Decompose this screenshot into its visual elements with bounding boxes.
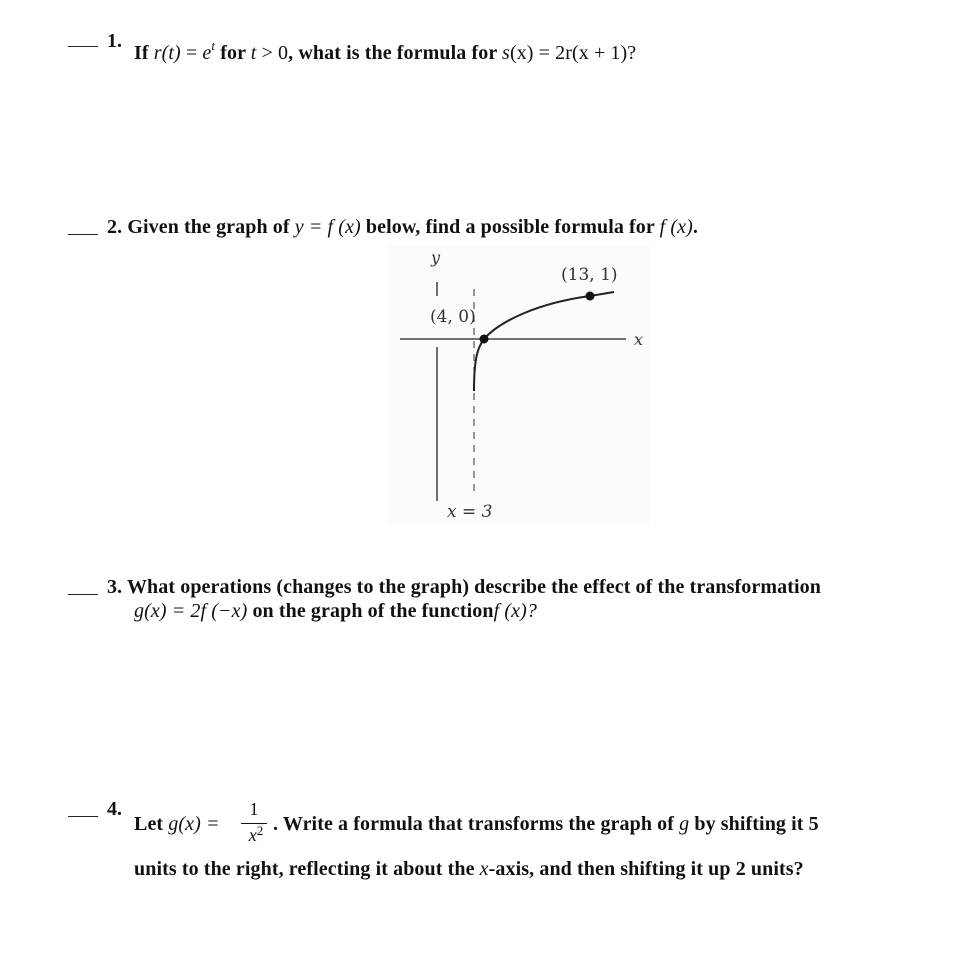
q4-den-x: x xyxy=(248,825,257,845)
q4-g-of-x: g(x) = xyxy=(168,813,220,835)
q1-r-of-t: r(t) xyxy=(153,42,181,64)
question-1-number: 1. xyxy=(107,30,122,52)
q2-below: below, find a possible formula for xyxy=(360,216,660,238)
answer-blank-1[interactable] xyxy=(68,46,98,47)
q4-rest1: . Write a formula that transforms the graph of xyxy=(273,813,680,835)
q1-exponent: t xyxy=(211,38,216,53)
answer-blank-3[interactable] xyxy=(68,594,98,595)
q1-t: t xyxy=(250,42,257,64)
q4-den-exp: 2 xyxy=(256,823,264,838)
graph-svg xyxy=(388,245,650,525)
q4-line2-x: x xyxy=(479,858,489,880)
q4-fraction-denominator xyxy=(243,823,269,846)
answer-blank-4[interactable] xyxy=(68,816,98,817)
q1-rest: , what is the formula for xyxy=(288,42,503,64)
question-2-number: 2. xyxy=(107,216,123,238)
q2-f: f (x) xyxy=(659,216,693,238)
q4-fraction xyxy=(241,799,271,851)
q1-e: e xyxy=(202,42,212,64)
q2-given: Given the graph of xyxy=(127,216,295,238)
q1-if: If xyxy=(134,42,154,64)
q3-line1: What operations (changes to the graph) describe the effect of the transformation xyxy=(126,576,821,598)
q4-line2-a: units to the right, reflecting it about the xyxy=(134,858,480,880)
question-3-number: 3. xyxy=(107,576,123,598)
answer-blank-2[interactable] xyxy=(68,234,98,235)
q4-rest2: by shifting it 5 xyxy=(689,813,819,835)
question-3-line-1 xyxy=(107,576,821,599)
q1-gt0: > 0 xyxy=(256,42,289,64)
asymptote-label: x = 3 xyxy=(447,502,493,522)
q4-g-var: g xyxy=(679,813,690,835)
q4-let: Let xyxy=(134,813,169,835)
question-4-line-1a xyxy=(134,813,220,836)
q1-s: s xyxy=(502,42,510,64)
q4-fraction-numerator: 1 xyxy=(249,799,259,819)
q3-line2-text: on the graph of the function xyxy=(247,600,494,622)
q2-period: . xyxy=(692,216,699,238)
question-4-line-2 xyxy=(134,858,804,881)
q4-line2-b: -axis, and then shifting it up 2 units? xyxy=(488,858,804,880)
q2-equation: y = f (x) xyxy=(294,216,361,238)
point-a-label: (13, 1) xyxy=(561,265,618,285)
point-13-1 xyxy=(586,292,595,301)
q1-s-rest: (x) = 2r(x + 1)? xyxy=(509,42,637,64)
point-4-0 xyxy=(480,335,489,344)
question-4-number: 4. xyxy=(107,798,122,820)
x-axis-label: x xyxy=(634,330,644,349)
y-axis-label: y xyxy=(431,248,441,267)
q3-line2-end: f (x)? xyxy=(493,600,537,622)
q1-for: for xyxy=(215,42,251,64)
graph-background xyxy=(388,245,650,525)
q3-math: g(x) = 2f (−x) xyxy=(134,600,248,622)
question-4-line-1b xyxy=(273,813,819,836)
point-b-label: (4, 0) xyxy=(430,307,476,327)
q1-equals: = xyxy=(180,42,203,64)
question-1-text xyxy=(134,38,636,65)
question-2-text xyxy=(107,216,698,239)
function-graph xyxy=(388,245,650,525)
question-3-line-2 xyxy=(134,600,537,623)
